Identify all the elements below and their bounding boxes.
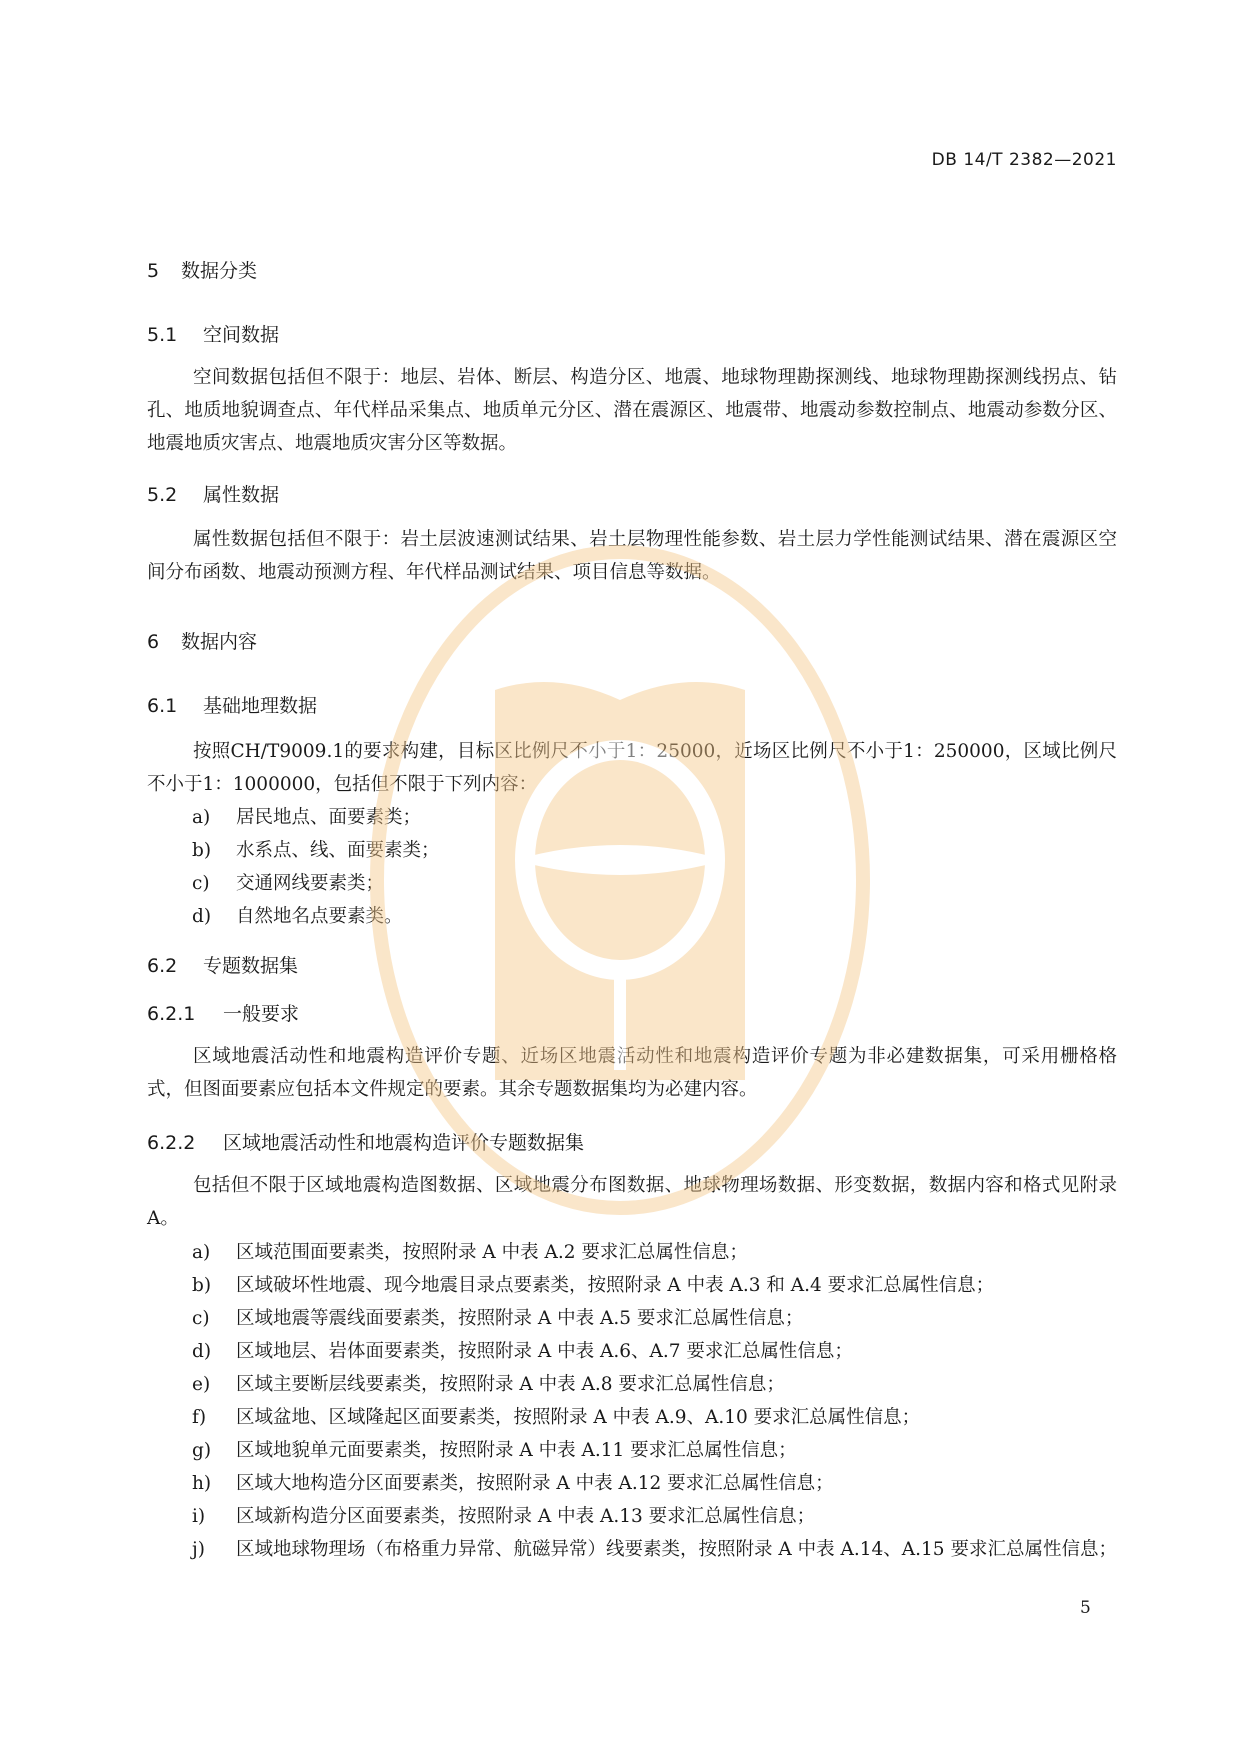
section-title: 基础地理数据: [203, 695, 318, 717]
section-number: 6.2: [147, 955, 178, 977]
list-text: 区域地球物理场（布格重力异常、航磁异常）线要素类，按照附录 A 中表 A.14、A.15 要求汇总属性信息；: [236, 1539, 1117, 1560]
section-number: 5.1: [147, 324, 178, 346]
section-number: 5: [147, 260, 160, 282]
section-5-1-heading: [147, 320, 279, 347]
list-marker: b): [192, 840, 212, 861]
list-marker: j): [192, 1539, 205, 1560]
section-number: 6.2.1: [147, 1003, 196, 1025]
section-title: 区域地震活动性和地震构造评价专题数据集: [223, 1132, 585, 1154]
list-text: 区域地层、岩体面要素类，按照附录 A 中表 A.6、A.7 要求汇总属性信息；: [236, 1341, 853, 1362]
list-item: [192, 1236, 1117, 1269]
list-text: 交通网线要素类；: [236, 873, 385, 894]
section-title: 数据分类: [181, 260, 258, 282]
section-title: 数据内容: [181, 631, 258, 653]
page-number: 5: [1080, 1598, 1091, 1618]
list-marker: h): [192, 1473, 212, 1494]
list-item: [192, 1335, 1117, 1368]
list-item: [192, 867, 1117, 900]
paragraph-6-2-1: 区域地震活动性和地震构造评价专题、近场区地震活动性和地震构造评价专题为非必建数据集，可采用栅格格式，但图面要素应包括本文件规定的要素。其余专题数据集均为必建内容。: [147, 1046, 1117, 1100]
list-item: [192, 900, 1117, 933]
list-item: [192, 1368, 1117, 1401]
section-title: 一般要求: [223, 1003, 300, 1025]
section-title: 空间数据: [203, 324, 280, 346]
list-marker: a): [192, 807, 211, 828]
section-5-2-heading: [147, 480, 279, 507]
list-item: [192, 1302, 1117, 1335]
list-item: [192, 1434, 1117, 1467]
list-marker: c): [192, 1308, 210, 1329]
list-marker: d): [192, 906, 212, 927]
list-text: 区域范围面要素类，按照附录 A 中表 A.2 要求汇总属性信息；: [236, 1242, 748, 1263]
paragraph-5-2: 属性数据包括但不限于：岩土层波速测试结果、岩土层物理性能参数、岩土层力学性能测试结果、潜在震源区空间分布函数、地震动预测方程、年代样品测试结果、项目信息等数据。: [147, 529, 1117, 583]
section-6-2-2-heading: [147, 1128, 584, 1155]
list-marker: a): [192, 1242, 211, 1263]
list-text: 区域地貌单元面要素类，按照附录 A 中表 A.11 要求汇总属性信息；: [236, 1440, 797, 1461]
list-text: 居民地点、面要素类；: [236, 807, 422, 828]
section-6-1-heading: [147, 691, 317, 718]
list-marker: i): [192, 1506, 206, 1527]
list-text: 区域主要断层线要素类，按照附录 A 中表 A.8 要求汇总属性信息；: [236, 1374, 785, 1395]
list-marker: c): [192, 873, 210, 894]
list-text: 区域地震等震线面要素类，按照附录 A 中表 A.5 要求汇总属性信息；: [236, 1308, 804, 1329]
list-item: [192, 1467, 1117, 1500]
list-item: [192, 1401, 1117, 1434]
list-item: [192, 1269, 1117, 1302]
list-text: 区域新构造分区面要素类，按照附录 A 中表 A.13 要求汇总属性信息；: [236, 1506, 816, 1527]
list-item: [192, 1533, 1117, 1566]
paragraph-5-1: 空间数据包括但不限于：地层、岩体、断层、构造分区、地震、地球物理勘探测线、地球物理勘探测线拐点、钻孔、地质地貌调查点、年代样品采集点、地质单元分区、潜在震源区、地震带、地震动参数控制点、地震动参数分区、地震地质灾害点、地震地质灾害分区等数据。: [147, 367, 1117, 454]
section-number: 6: [147, 631, 160, 653]
document-code: DB 14/T 2382—2021: [931, 150, 1117, 170]
list-marker: f): [192, 1407, 207, 1428]
list-item: [192, 801, 1117, 834]
section-number: 5.2: [147, 484, 178, 506]
list-marker: e): [192, 1374, 211, 1395]
section-6-heading: [147, 627, 257, 654]
list-item: [192, 1500, 1117, 1533]
section-title: 专题数据集: [203, 955, 299, 977]
list-item: [192, 834, 1117, 867]
section-number: 6.1: [147, 695, 178, 717]
list-marker: d): [192, 1341, 212, 1362]
section-title: 属性数据: [203, 484, 280, 506]
list-text: 自然地名点要素类。: [236, 906, 403, 927]
list-text: 水系点、线、面要素类；: [236, 840, 440, 861]
list-text: 区域盆地、区域隆起区面要素类，按照附录 A 中表 A.9、A.10 要求汇总属性信息；: [236, 1407, 921, 1428]
list-marker: b): [192, 1275, 212, 1296]
list-marker: g): [192, 1440, 212, 1461]
section-number: 6.2.2: [147, 1132, 196, 1154]
section-6-2-heading: [147, 951, 298, 978]
section-5-heading: [147, 256, 257, 283]
list-text: 区域破坏性地震、现今地震目录点要素类，按照附录 A 中表 A.3 和 A.4 要求汇总属性信息；: [236, 1275, 995, 1296]
list-text: 区域大地构造分区面要素类，按照附录 A 中表 A.12 要求汇总属性信息；: [236, 1473, 834, 1494]
paragraph-6-1: 按照CH/T9009.1的要求构建，目标区比例尺不小于1：25000，近场区比例尺不小于1：250000，区域比例尺不小于1：1000000，包括但不限于下列内容：: [147, 741, 1117, 795]
section-6-2-1-heading: [147, 999, 299, 1026]
paragraph-6-2-2: 包括但不限于区域地震构造图数据、区域地震分布图数据、地球物理场数据、形变数据，数据内容和格式见附录A。: [147, 1175, 1117, 1229]
